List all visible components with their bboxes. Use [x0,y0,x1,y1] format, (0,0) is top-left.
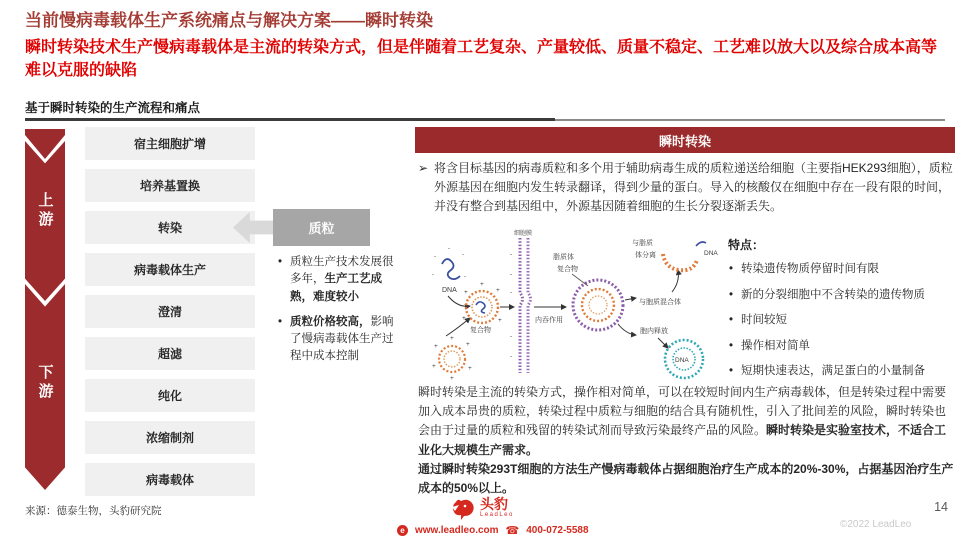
page-subtitle: 瞬时转染技术生产慢病毒载体是主流的转染方式，但是伴随着工艺复杂、产量较低、质量不稳定、工艺难以放大以及综合成本高等难以克服的缺陷 [25,39,938,79]
summary-bold: 瞬时转染是实验室技术，不适合工业化大规模生产需求。 [418,423,947,457]
logo-en-text: LeadLeo [480,512,514,518]
feature-item: • 转染遗传物质停留时间有限 [728,262,956,278]
cost-statement: 通过瞬时转染293T细胞的方法生产慢病毒载体占据细胞治疗生产成本的20%-30%，占据基因治疗生产成本的50%以上。 [418,462,954,496]
divider-right [555,119,945,121]
released-vesicle-icon [665,340,703,378]
features-block [728,236,956,390]
intro-text: 将含目标基因的病毒质粒和多个用于辅助病毒生成的质粒递送给细胞（主要指HEK293细胞），质粒外源基因在细胞内发生转录翻译，得到少量的蛋白。导入的核酸仅在细胞中存在一段有限的时间，并没有整合到基因组中，外源基因随着细胞的生长分裂逐渐丢失。 [434,161,953,213]
liposome-complex-label-1: 脂质体 [553,254,574,261]
svg-text:-: - [448,246,450,252]
plasmid-pain-points [277,254,397,374]
arrow [618,324,636,335]
globe-icon: e [397,525,408,536]
svg-text:-: - [510,251,513,258]
phone-number: 400-072-5588 [526,525,589,536]
pain-point-bold: 生产工艺成熟，难度较小 [290,273,382,303]
svg-text:+: + [450,375,454,382]
logo-cn-text: 头豹 [480,496,508,512]
process-step: 澄清 [85,295,255,328]
process-step: 宿主细胞扩增 [85,127,255,160]
process-step: 浓缩制剂 [85,421,255,454]
svg-text:-: - [462,252,464,258]
svg-text:+: + [480,281,484,288]
svg-text:-: - [464,274,466,280]
svg-text:-: - [432,272,434,278]
svg-text:+: + [432,363,436,370]
opened-liposome-icon [663,242,706,270]
dna-strand-icon [442,259,460,279]
lipid-dna-complex-icon [462,281,502,324]
svg-text:+: + [462,315,466,322]
separate-label-2: 体分离 [635,252,656,259]
arrow [446,318,470,336]
footer-contact [397,524,589,537]
svg-text:+: + [496,287,500,294]
arrowhead-bullet-icon: ➢ [418,161,429,175]
cell-membrane-icon [510,238,531,373]
svg-text:+: + [466,341,470,348]
page-number: 14 [934,500,948,514]
endosome-complex-icon [573,280,623,330]
dna-released-label: DNA [704,250,718,257]
process-step: 超滤 [85,337,255,370]
process-step: 纯化 [85,379,255,412]
pain-point-item [277,314,397,366]
summary-text: 瞬时转染是主流的转染方式，操作相对简单，可以在较短时间内生产病毒载体，但是转染过程中需要加入成本昂贵的质粒，转染过程中质粒与细胞的结合具有随机性，引入了批间差的风险，瞬时转染也会由于过量的质粒和残留的转染试剂而导致污染最终产品的风险。 [418,385,947,438]
dna-label: DNA [442,287,457,294]
arrow [672,270,678,292]
process-step: 病毒载体生产 [85,253,255,286]
minus-charges [432,246,466,280]
arrow [625,298,636,300]
feature-item: • 短期快速表达，满足蛋白的小量制备 [728,364,956,380]
process-step: 培养基置换 [85,169,255,202]
feature-item: • 时间较短 [728,313,956,329]
phone-icon: ☎ [505,525,520,537]
pain-point-item [277,254,397,306]
svg-text:-: - [510,353,513,360]
arrow [658,338,668,348]
feature-item: • 操作相对简单 [728,339,956,355]
section-heading: 基于瞬时转染的生产流程和痛点 [25,101,201,115]
pointer-line [572,274,588,286]
pain-point-text: 质粒生产技术发展很多年， [290,256,394,286]
process-step: 转染 [85,211,255,244]
summary-paragraph [418,383,956,460]
plasmid-callout-box: 质粒 [273,209,370,246]
stage-label-upstream-text: 上游 [36,192,54,230]
separate-label-1: 与脂质 [632,240,653,247]
complex-label: 复合物 [470,327,491,334]
dna-inner-label: DNA [675,357,689,364]
svg-text:-: - [510,333,513,340]
stage-label-downstream [25,364,65,402]
svg-text:+: + [450,335,454,342]
features-list [728,262,956,380]
leopard-icon [450,497,476,521]
divider-left [25,118,555,121]
svg-text:-: - [434,254,436,260]
svg-text:+: + [464,289,468,296]
svg-text:+: + [498,317,502,324]
svg-text:+: + [434,343,438,350]
svg-text:-: - [510,289,513,296]
panel-header: 瞬时转染 [415,127,955,153]
copyright-note: ©2022 LeadLeo [840,519,912,530]
membrane-label: 细胞膜 [514,231,533,237]
website-link[interactable]: www.leadleo.com [415,525,499,536]
intro-paragraph [418,159,956,216]
feature-item: • 新的分裂细胞中不含转染的遗传物质 [728,288,956,304]
liposome-icon [432,335,472,382]
features-title: 特点： [728,238,765,252]
process-step: 病毒载体 [85,463,255,496]
mix-label: 与胞质混合体 [639,299,681,306]
transfection-mechanism-diagram [420,228,725,383]
svg-text:+: + [468,365,472,372]
pain-point-text: 影响了慢病毒载体生产过程中成本控制 [290,315,394,363]
liposome-complex-label-2: 复合物 [557,266,578,273]
endocytosis-label: 内吞作用 [535,317,563,324]
leadleo-logo [450,497,514,521]
svg-text:-: - [510,271,513,278]
page-title: 当前慢病毒载体生产系统痛点与解决方案——瞬时转染 [25,11,433,30]
stage-label-upstream [25,192,65,230]
pain-point-bold: 质粒价格较高， [290,315,371,328]
stage-label-downstream-text: 下游 [36,364,54,402]
release-label: 胞内释放 [640,328,668,335]
source-note: 来源：德泰生物，头豹研究院 [25,505,162,517]
